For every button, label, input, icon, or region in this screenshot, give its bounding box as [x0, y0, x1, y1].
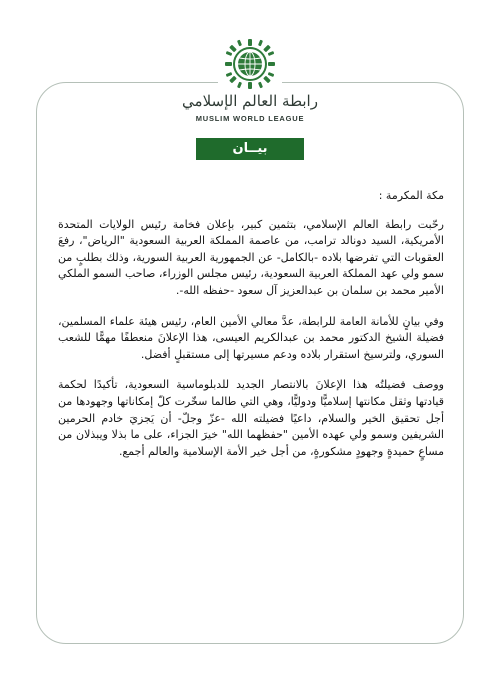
statement-badge: بيــان	[196, 138, 304, 160]
salutation: مكة المكرمة :	[378, 189, 444, 202]
statement-body	[58, 188, 444, 474]
paragraph-2: وفي بيانٍ للأمانة العامة للرابطة، عدَّ معالي الأمين العام، رئيس هيئة علماء المسلمين، فضيلة الشيخ الدكتور محمد بن عبدالكريم العيسى، هذا الإعلانَ منعطفًا مهمًّا للشعب السوري، ولترسيخ استقرار بلاده ودعم مسيرتها إلى مستقبلٍ أفضل.	[58, 314, 444, 361]
paragraph-1: رحّبت رابطة العالم الإسلامي، بتثمين كبير، بإعلان فخامة رئيس الولايات المتحدة الأمريكية، السيد دونالد ترامب، من عاصمة المملكة العربية السعودية "الرياض"، رفعَ العقوبات التي تفرضها بلاده -بالكامل- عن الجمهورية العربية السورية، وذلك بطلبٍ من سمو ولي عهد المملكة العربية السعودية، رئيس مجلس الوزراء، صاحب السمو الملكي الأمير محمد بن سلمان بن عبدالعزيز آل سعود -حفظه الله-.	[58, 217, 444, 297]
globe-emblem-icon	[224, 38, 276, 90]
paragraph-3: ووصف فضيلتُه هذا الإعلانَ بالانتصار الجديد للدبلوماسية السعودية، تأكيدًا لحكمة قيادتها وثقل مكانتها إسلاميًّا ودوليًّا، وهي التي طالما سخّرت كلّ إمكاناتها وجهودها من أجل تحقيق الخير والسلام، داعيًا فضيلته الله -عزّ وجلّ- أن يَجزيَ خادم الحرمين الشريفين وسمو ولي عهده الأمين "حفظهما الله" خيرَ الجزاء، على ما بذلا ويبذلان من مساعٍ حميدةٍ وجهودٍ مشكورةٍ، من أجل خير الأمة الإسلامية والعالم أجمع.	[58, 378, 444, 458]
logo	[0, 36, 500, 106]
org-name-arabic: رابطة العالم الإسلامي	[182, 92, 318, 110]
org-name-english: MUSLIM WORLD LEAGUE	[195, 114, 305, 123]
